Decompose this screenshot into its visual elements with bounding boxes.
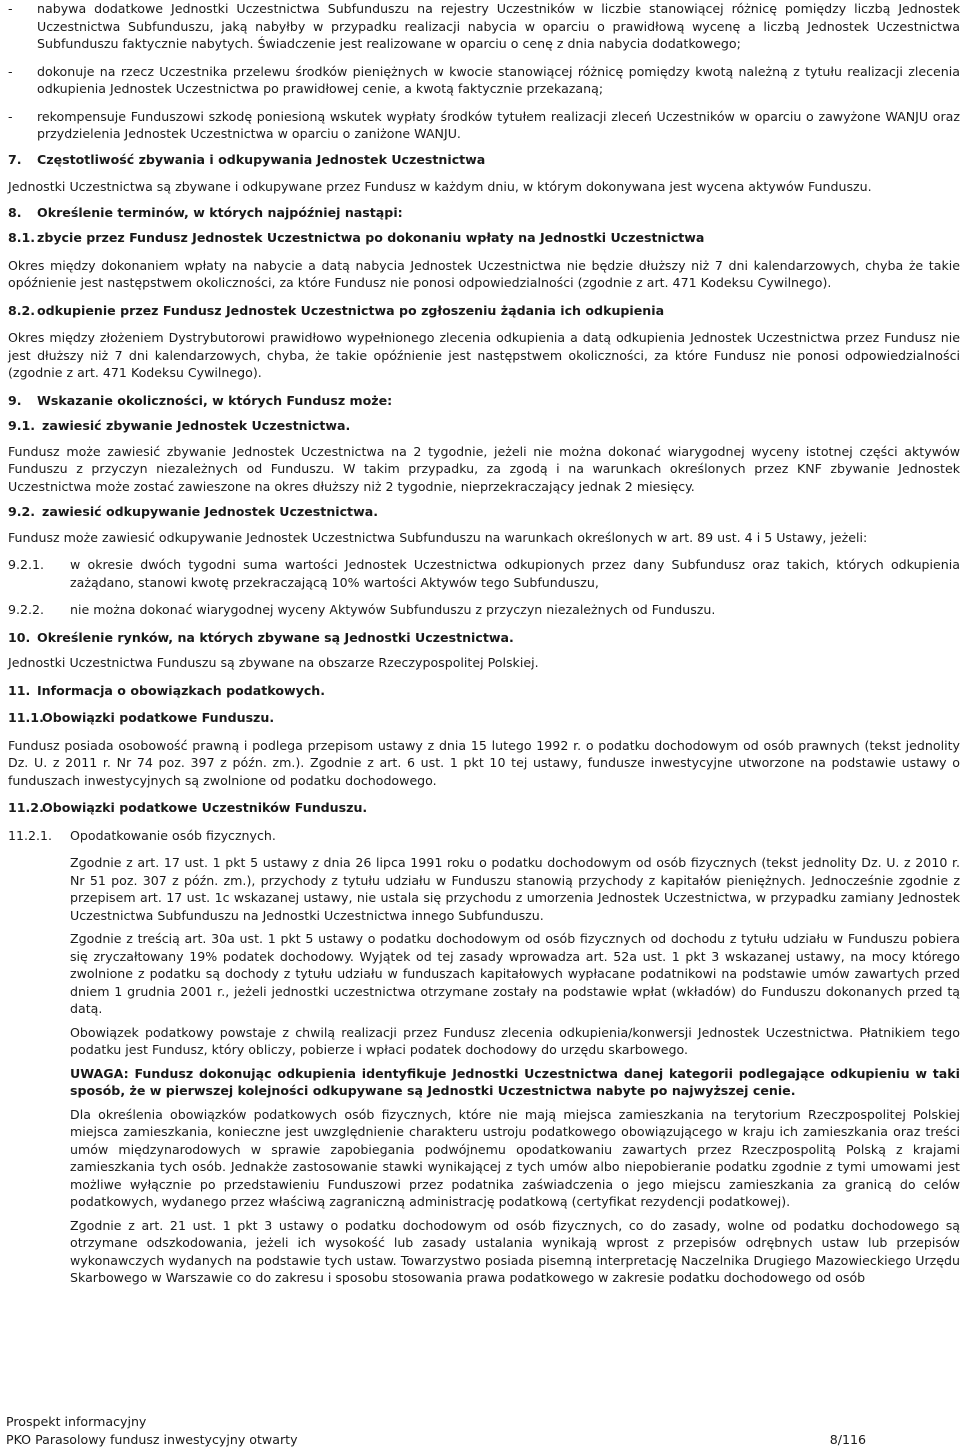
paragraph: Okres między złożeniem Dystrybutorowi prawidłowo wypełnionego zlecenia odkupienia a datą odkupienia Jednostek Uczestnictwa przez Fundusz nie jest dłuższy niż 7 dni kalendarzowych, chyba, że takie opóźnienie jest następstwem okoliczności, za które Fundusz nie ponosi odpowiedzialności (zgodnie z art. 471 Kodeksu Cywilnego). [8,330,960,380]
section-heading [8,392,960,410]
dash-mark: - [8,63,13,79]
section-number: 11. [8,682,31,698]
section-number: 11.1. [8,710,44,725]
document-page [8,0,960,1287]
paragraph: Fundusz posiada osobowość prawną i podlega przepisom ustawy z dnia 15 lutego 1992 r. o podatku dochodowym od osób prawnych (tekst jednolity Dz. U. z 2011 r. Nr 74 poz. 397 z późn. zm.). Zgodnie z art. 6 ust. 1 pkt 10 tej ustawy, fundusze inwestycyjne utworzone na podstawie ustawy o funduszach inwestycyjnych są zwolnione od podatku dochodowego. [8,737,960,788]
list-item-text: w okresie dwóch tygodni suma wartości Jednostek Uczestnictwa odkupionych przez dany Subfundusz oraz takich, których odkupienia zażądano, stanowi kwotę przekraczającą 10% wartości Aktywów tego Subfunduszu, [70,557,960,590]
section-number: 11.2.1. [8,827,53,843]
subsection-heading [8,709,960,727]
list-item [8,0,960,53]
list-item-text: dokonuje na rzecz Uczestnika przelewu środków pieniężnych w kwocie stanowiącej różnicę pomiędzy kwotą należną z tytułu realizacji zlecenia odkupienia Jednostek Uczestnictwa po prawidłowej cenie, a kwotą faktycznie przekazaną; [37,63,960,96]
warning-note: UWAGA: Fundusz dokonując odkupienia identyfikuje Jednostki Uczestnictwa danej kategorii podlegające odkupieniu w taki sposób, że w pierwszej kolejności odkupywane są Jednostki Uczestnictwa nabyte po najwyższej cenie. [70,1065,960,1098]
dash-mark: - [8,1,13,16]
list-item [8,556,960,591]
paragraph: Obowiązek podatkowy powstaje z chwilą realizacji przez Fundusz zlecenia odkupienia/konwersji Jednostek Uczestnictwa. Płatnikiem tego podatku jest Fundusz, który obliczy, pobierze i wpłaci podatek dochodowy do urzędu skarbowego. [70,1024,960,1057]
section-title: Określenie rynków, na których zbywane są Jednostki Uczestnictwa. [37,629,514,645]
subsection-heading [8,417,960,435]
item-number: 9.2.1. [8,557,45,572]
section-number: 11.2. [8,800,44,815]
section-title: zawiesić odkupywanie Jednostek Uczestnictwa. [42,504,378,519]
list-item-text: nie można dokonać wiarygodnej wyceny Aktywów Subfunduszu z przyczyn niezależnych od Funduszu. [70,602,716,617]
section-number: 9.2. [8,504,36,519]
section-number: 9. [8,392,22,408]
paragraph: Fundusz może zawiesić odkupywanie Jednostek Uczestnictwa Subfunduszu na warunkach określonych w art. 89 ust. 4 i 5 Ustawy, jeżeli: [8,529,868,545]
list-item [8,63,960,98]
list-item [8,108,960,143]
section-title: Częstotliwość zbywania i odkupywania Jednostek Uczestnictwa [37,151,486,167]
section-title: zawiesić zbywanie Jednostek Uczestnictwa. [42,418,351,433]
section-title: Obowiązki podatkowe Funduszu. [42,710,275,725]
dash-mark: - [8,108,13,124]
item-number: 9.2.2. [8,602,45,617]
section-title: Informacja o obowiązkach podatkowych. [37,682,326,698]
section-title: Opodatkowanie osób fizycznych. [70,827,276,843]
section-number: 9.1. [8,418,36,433]
section-number: 10. [8,629,31,645]
list-item [8,601,960,619]
list-item-text: rekompensuje Funduszowi szkodę poniesioną wskutek wypłaty środków tytułem realizacji zleceń Uczestników w oparciu o zawyżone WANJU oraz przydzielenia Jednostek Uczestnictwa w oparciu o zaniżone WANJU. [37,108,960,141]
list-item-text: nabywa dodatkowe Jednostki Uczestnictwa Subfunduszu na rejestry Uczestników w liczbie stanowiącej różnicę pomiędzy liczbą Jednostek Uczestnictwa Subfunduszu, jaką nabyłby w przypadku realizacji nabycia w oparciu o prawidłową wycenę a liczbą Jednostek Uczestnictwa Subfunduszu faktycznie nabytych. Świadczenie jest realizowane w oparciu o cenę z dnia nabycia dodatkowego; [37,1,960,51]
section-title: odkupienie przez Fundusz Jednostek Uczestnictwa po zgłoszeniu żądania ich odkupienia [37,302,665,318]
subsection-heading [8,827,960,845]
section-title: Obowiązki podatkowe Uczestników Funduszu. [42,800,368,815]
section-heading [8,151,960,169]
section-number: 8.1. [8,230,36,245]
paragraph: Zgodnie z treścią art. 30a ust. 1 pkt 5 ustawy o podatku dochodowym od osób fizycznych od dochodu z tytułu udziału w Funduszu pobiera się zryczałtowany 19% podatek dochodowy. Wyjątek od tej zasady wprowadza art. 52a ust. 1 pkt 3 wskazanej ustawy, na mocy którego zwolnione z podatku są dochody z tytułu udziału w funduszach kapitałowych wypłacane podatnikowi na podstawie umów zawartych przed dniem 1 grudnia 2001 r., jeżeli jednostki uczestnictwa otrzymane zostały na podstawie wpłat (wkładów) do Funduszu dokonanych przed tą datą. [70,931,960,1016]
section-title: Wskazanie okoliczności, w których Fundusz może: [37,392,393,408]
section-heading [8,629,960,647]
section-number: 8.2. [8,302,36,318]
page-footer [6,1413,866,1449]
subsection-heading [8,229,960,247]
section-number: 7. [8,151,22,167]
paragraph: Jednostki Uczestnictwa są zbywane i odkupywane przez Fundusz w każdym dniu, w którym dokonywana jest wycena aktywów Funduszu. [8,179,872,194]
footer-document-name: Prospekt informacyjny [6,1414,147,1429]
section-heading [8,204,960,222]
subsection-heading [8,503,960,521]
paragraph: Dla określenia obowiązków podatkowych osób fizycznych, które nie mają miejsca zamieszkania na terytorium Rzeczpospolitej Polskiej miejsca zamieszkania, konieczne jest uwzględnienie charakteru ustroju podatkowego obowiązującego w kraju ich zamieszkania oraz treści umów międzynarodowych w sprawie zapobiegania podwójnemu opodatkowaniu zawartych przez Rzeczpospolitą Polską z krajami zamieszkania tych osób. Jednakże zastosowanie stawki wynikającej z tych umów albo niepobieranie podatku zgodnie z tymi umowami jest możliwe wyłącznie po przedstawieniu Funduszowi przez podatnika zaświadczenia o jego miejscu zamieszkania za granicą do celów podatkowych, wydanego przez właściwą zagraniczną administrację podatkową (certyfikat rezydencji podatkowej). [70,1106,960,1209]
section-heading [8,682,960,700]
paragraph: Zgodnie z art. 17 ust. 1 pkt 5 ustawy z dnia 26 lipca 1991 roku o podatku dochodowym od osób fizycznych (tekst jednolity Dz. U. z 2010 r. Nr 51 poz. 307 z późn. zm.), przychody z tytułu udziału w Funduszu stanowią przychody z kapitałów pieniężnych. Jednocześnie zgodnie z przepisem art. 17 ust. 1c wskazanej ustawy, nie ustala się przychodu z umorzenia Jednostek Uczestnictwa, w przypadku zamiany Jednostek Uczestnictwa Subfunduszu na Jednostki Uczestnictwa innego Subfunduszu. [70,855,960,923]
page-number: 8/116 [829,1432,866,1447]
subsection-heading [8,302,960,320]
footer-fund-name: PKO Parasolowy fundusz inwestycyjny otwarty [6,1432,298,1447]
paragraph: Zgodnie z art. 21 ust. 1 pkt 3 ustawy o podatku dochodowym od osób fizycznych, co do zasady, wolne od podatku dochodowego są otrzymane odszkodowania, jeżeli ich wysokość lub zasady ustalania wynikają wprost z przepisów odrębnych ustaw lub przepisów wykonawczych wydanych na podstawie tych ustaw. Towarzystwo posiada pisemną interpretację Naczelnika Drugiego Mazowieckiego Urzędu Skarbowego w Warszawie co do zakresu i sposobu stosowania prawa podatkowego w zakresie podatku dochodowego od osób [70,1217,960,1285]
paragraph: Jednostki Uczestnictwa Funduszu są zbywane na obszarze Rzeczypospolitej Polskiej. [8,655,539,670]
section-title: Określenie terminów, w których najpóźniej nastąpi: [37,204,403,220]
section-number: 8. [8,204,22,220]
paragraph: Fundusz może zawiesić zbywanie Jednostek Uczestnictwa na 2 tygodnie, jeżeli nie można dokonać wiarygodnej wyceny istotnej części aktywów Funduszu z przyczyn niezależnych od Funduszu. W takim przypadku, za zgodą i na warunkach określonych przez KNF zbywanie Jednostek Uczestnictwa może zostać zawieszone na okres dłuższy niż 2 tygodnie, nieprzekraczający jednak 2 miesięcy. [8,443,960,494]
subsection-heading [8,799,960,817]
paragraph: Okres między dokonaniem wpłaty na nabycie a datą nabycia Jednostek Uczestnictwa nie będzie dłuższy niż 7 dni kalendarzowych, chyba że takie opóźnienie jest następstwem okoliczności, za które Fundusz nie ponosi odpowiedzialności (zgodnie z art. 471 Kodeksu Cywilnego). [8,257,960,290]
section-title: zbycie przez Fundusz Jednostek Uczestnictwa po dokonaniu wpłaty na Jednostki Uczestnictwa [37,230,705,245]
